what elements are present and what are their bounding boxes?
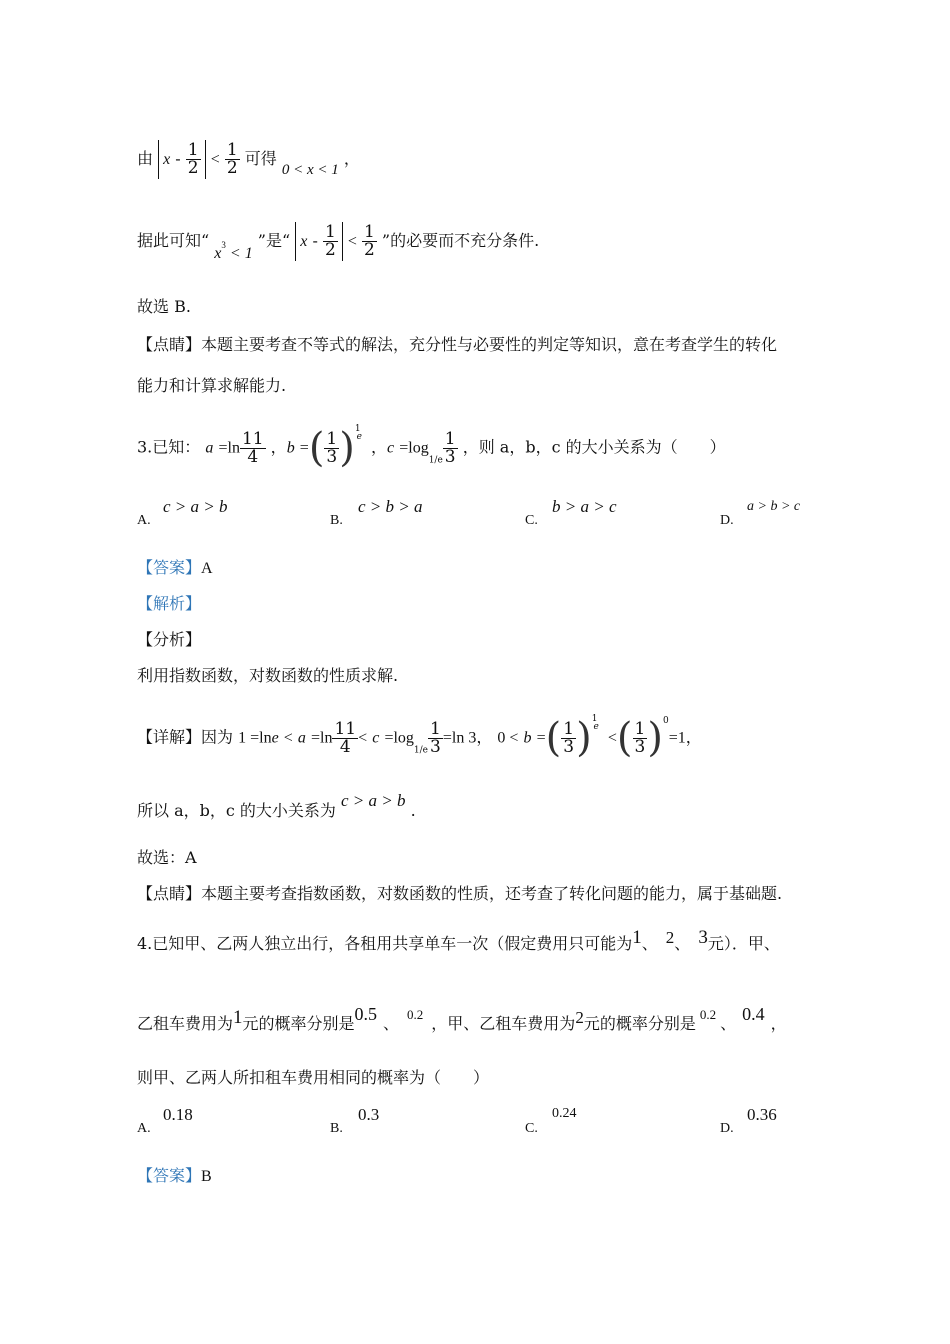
comment-2: 【点睛】本题主要考查指数函数，对数函数的性质，还考查了转化问题的能力，属于基础题. (137, 884, 783, 903)
fenxi-text: 利用指数函数，对数函数的性质求解. (137, 666, 399, 685)
q4-end: 元）．甲、 (707, 934, 780, 953)
fraction-half: $\frac{1}{2}$ (226, 140, 238, 178)
abs-expression: x - $\frac{1}{2}$ (158, 140, 206, 179)
answer-value: A (201, 560, 213, 577)
condition-mid: ”是“ (257, 231, 291, 250)
inequality-result: 0 < x < 1 (281, 162, 339, 178)
q4-v6: 0.4 (742, 1004, 765, 1024)
document-page: 由 x - $\frac{1}{2}$ < $\frac{1}{2}$ 可得 0 < x < 1 ， 据此可知“ $x^3 < 1$ ”是“ x - $\frac{1}{2}$ < $\frac{1}{2}$ ”的必要而不充分条件. 故选 B. 【点睛】本题主要考查不等式的解法，充分性与必要性的判定等知识，意在考查学生的转化 能力和计算求解能力. 3.已知： a =ln $\frac{11}{4}$ ，b =( $\frac{1}{3}$ )$^{1e}$ ，$c =\log_{1/e}$ $\frac{1}{3}$ ，则 a，b，c 的大小关系为（ ） A. c > a > b B. c > b > a C. b > a > c D. a > b > c 【答案】A 【解析】 【分析】 利用指数函数，对数函数的性质求解. 【详解】因为 1 =lne < a =ln $\frac{11}{4}$ < $c =\log_{1/e}$ $\frac{1}{3}$ =ln 3， 0 < b =( $\frac{1}{3}$ )$^{1e}$ <( $\frac{1}{3}$ )$^0$=1， 所以 a，b，c 的大小关系为 c > a > b . 故选：A 【点睛】本题主要考查指数函数，对数函数的性质，还考查了转化问题的能力，属于基础题. 4.已知甲、乙两人独立出行，各租用共享单车一次（假定费用只可能为1、 2、 3元）．甲、 乙租车费用为1元的概率分别是0.5 、 $^{0.2}$ ，甲、乙租车费用为2元的概率分别是 $^{0.2}$ 、 0.4 ， 则甲、乙两人所扣租车费用相同的概率为（ ） A. 0.18 B. 0.3 C. 0.24 D. 0.36 【答案】B (137, 140, 801, 1185)
q4-text: 4.已知甲、乙两人独立出行，各租用共享单车一次（假定费用只可能为 (137, 934, 633, 953)
q4-v2: 0.5 (354, 1004, 378, 1024)
q4-p1: 乙租车费用为 (137, 1014, 234, 1033)
answer-3 (137, 560, 213, 577)
q4-v4: 2 (575, 1008, 584, 1027)
q4-v5: 0.2 (699, 1007, 717, 1022)
q4-s1: 、 (383, 1014, 400, 1033)
question-4-line-1 (137, 927, 780, 953)
choose-a-line: 故选：A (137, 848, 197, 867)
answer-4 (137, 1168, 212, 1185)
q4-cost-3: 3 (698, 927, 708, 948)
q4-sep1: 、 (641, 934, 658, 953)
conclusion-expr: c > a > b (341, 791, 406, 810)
q4-p2: 元的概率分别是 (242, 1014, 355, 1033)
condition-line: 据此可知“ $x^3 < 1$ ”是“ x - $\frac{1}{2}$ < $\frac{1}{2}$ ”的必要而不充分条件. (137, 222, 540, 262)
condition-post: ”的必要而不充分条件. (381, 231, 540, 250)
comma: ， (343, 149, 360, 168)
q4-v1: 1 (233, 1007, 243, 1028)
q4-cost-1: 1 (632, 927, 642, 948)
detail-pre: 因为 (201, 727, 234, 747)
detail-tag: 【详解】 (137, 727, 202, 747)
answer-value: B (201, 1168, 212, 1185)
q3-prefix: 3.已知： (137, 437, 201, 457)
inequality-line: 由 x - $\frac{1}{2}$ < $\frac{1}{2}$ 可得 0 < x < 1 ， (137, 140, 360, 178)
comment-line-1: 【点睛】本题主要考查不等式的解法，充分性与必要性的判定等知识，意在考查学生的转化 (137, 335, 778, 354)
comment-line-2: 能力和计算求解能力. (137, 376, 287, 395)
detail-end: ， (685, 727, 702, 747)
q4-s2: 、 (720, 1014, 737, 1033)
q4-end2: ， (770, 1014, 787, 1033)
fenxi-tag: 【分析】 (137, 630, 202, 649)
q4-cost-2: 2 (665, 928, 675, 947)
detail-line: 【详解】因为 1 =lne < a =ln $\frac{11}{4}$ < $c =\log_{1/e}$ $\frac{1}{3}$ =ln 3， 0 < b =( $\frac{1}{3}$ )$^{1e}$ <( $\frac{1}{3}$ )$^0$=1， (137, 713, 702, 761)
q3-suffix: ，则 a，b，c 的大小关系为（ ） (462, 437, 726, 457)
text-you: 由 (137, 149, 154, 168)
q4-p3: ，甲、乙租车费用为 (431, 1014, 576, 1033)
analysis-tag: 【解析】 (137, 594, 202, 613)
answer-tag: 【答案】 (137, 1166, 202, 1185)
question-4-line-2 (137, 1004, 787, 1033)
answer-tag: 【答案】 (137, 558, 202, 577)
conclusion-end: . (410, 801, 416, 820)
q4-sep2: 、 (674, 934, 691, 953)
q4-p4: 元的概率分别是 (583, 1014, 696, 1033)
conclusion-line (137, 791, 416, 820)
choose-b-line: 故选 B. (137, 297, 191, 316)
text-kede: 可得 (244, 149, 277, 168)
condition-pre: 据此可知“ (137, 231, 210, 250)
question-3: 3.已知： a =ln $\frac{11}{4}$ ，b =( $\frac{1}{3}$ )$^{1e}$ ，$c =\log_{1/e}$ $\frac{1}{3}$ ，则 a，b，c 的大小关系为（ ） (137, 423, 726, 471)
conclusion-pre: 所以 a，b，c 的大小关系为 (137, 801, 336, 820)
q4-v3: 0.2 (407, 1007, 424, 1022)
question-4-line-3: 则甲、乙两人所扣租车费用相同的概率为（ ） (137, 1068, 490, 1087)
